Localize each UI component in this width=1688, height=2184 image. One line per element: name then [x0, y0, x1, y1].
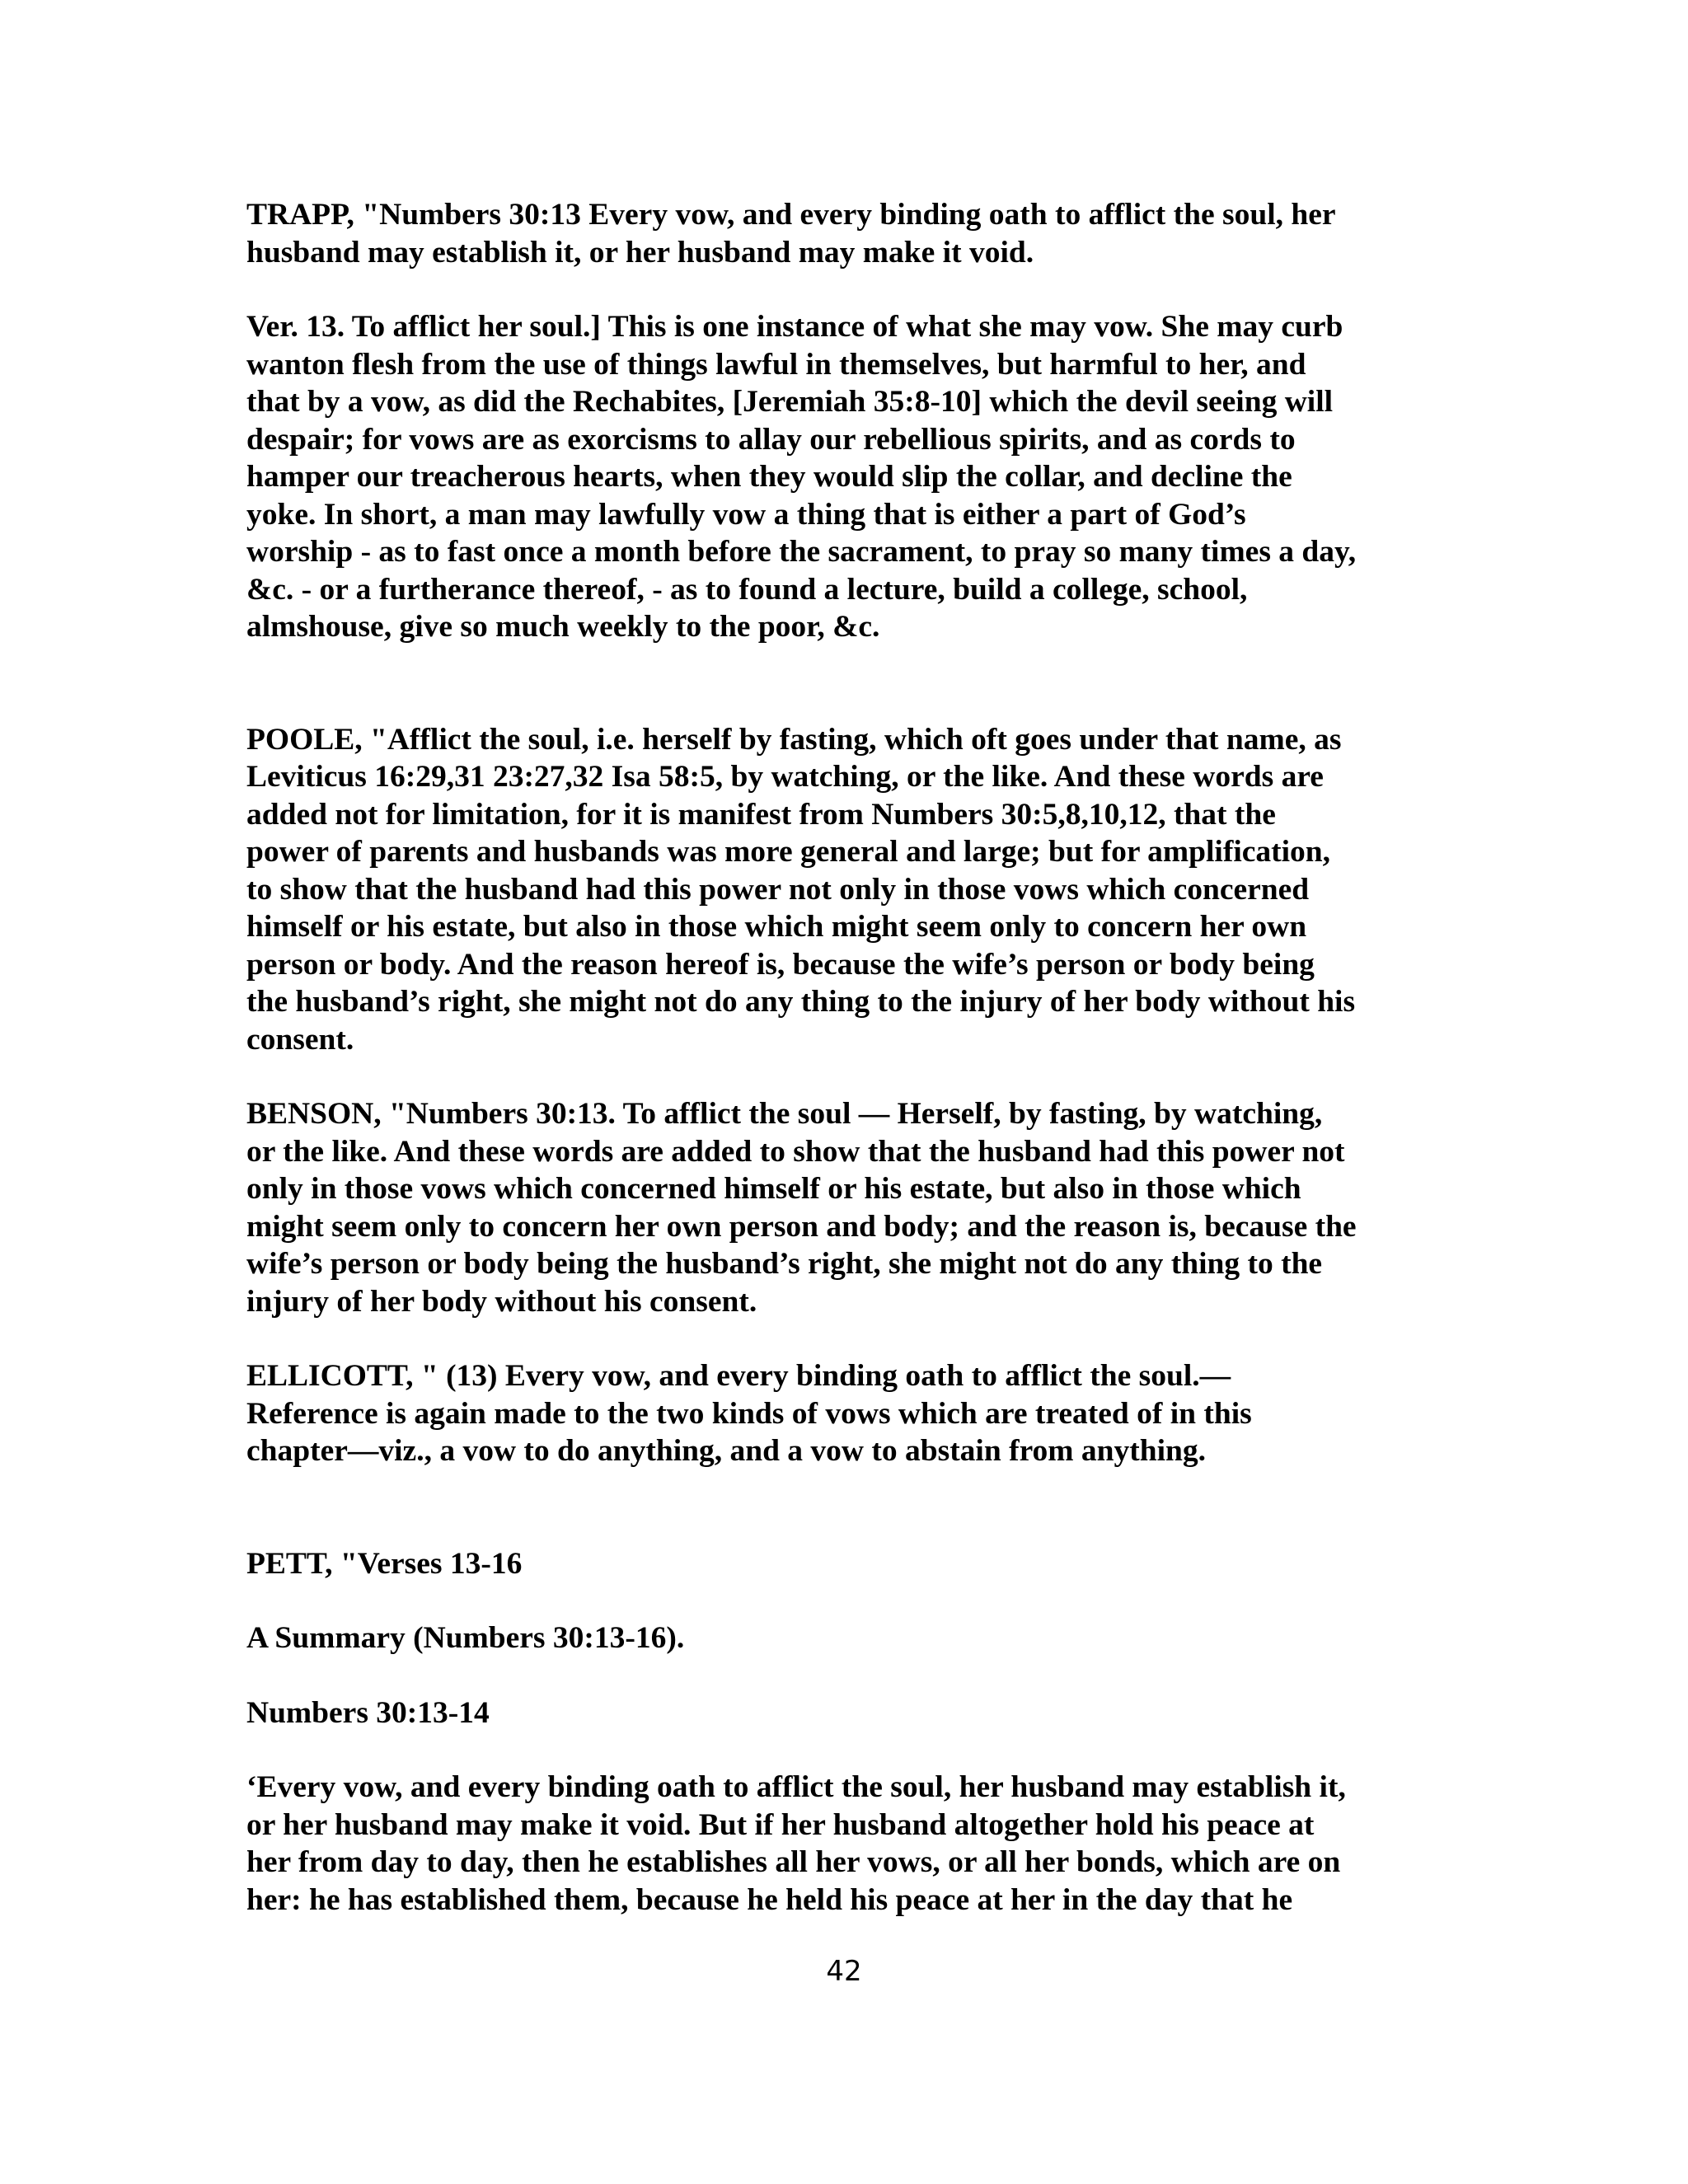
paragraph-spacer: [246, 1470, 1458, 1545]
pett-heading: PETT, "Verses 13-16: [246, 1546, 523, 1581]
paragraph-spacer: [246, 1058, 1458, 1095]
paragraph-spacer: [246, 1657, 1458, 1694]
paragraph-spacer: [246, 1320, 1458, 1357]
paragraph-spacer: [246, 646, 1458, 721]
benson-commentary-paragraph: BENSON, "Numbers 30:13. To afflict the soul — Herself, by fasting, by watching, or the like. And these words are added to show that the husband had this power not only in those vows which concerned himself or his estate, but also in those which might seem only to concern her own person and body; and the reason is, because the wife’s person or body being the husband’s right, she might not do any thing to the injury of her body without his consent.: [246, 1097, 1357, 1319]
summary-heading: A Summary (Numbers 30:13-16).: [246, 1621, 685, 1655]
paragraph-spacer: [246, 271, 1458, 308]
poole-commentary-paragraph: POOLE, "Afflict the soul, i.e. herself by fasting, which oft goes under that name, as Leviticus 16:29,31 23:27,32 Isa 58:5, by watching, or the like. And these words are added not for limitation, for it is manifest from Numbers 30:5,8,10,12, that the power of parents and husbands was more general and large; but for amplification, to show that the husband had this power not only in those vows which concerned himself or his estate, but also in those which might seem only to concern her own person or body. And the reason hereof is, because the wife’s person or body being the husband’s right, she might not do any thing to the injury of her body without his consent.: [246, 722, 1356, 1057]
trapp-heading-paragraph: TRAPP, "Numbers 30:13 Every vow, and every binding oath to afflict the soul, her husband may establish it, or her husband may make it void.: [246, 198, 1336, 269]
verse-reference-heading: Numbers 30:13-14: [246, 1695, 490, 1730]
paragraph-spacer: [246, 1732, 1458, 1769]
ellicott-commentary-paragraph: ELLICOTT, " (13) Every vow, and every binding oath to afflict the soul.— Reference is again made to the two kinds of vows which are treated of in this chapter—viz., a vow to do anything, and a vow to abstain from anything.: [246, 1359, 1252, 1468]
page-number: 42: [826, 1955, 862, 1988]
scripture-quote-paragraph: ‘Every vow, and every binding oath to afflict the soul, her husband may establish it, or her husband may make it void. But if her husband altogether hold his peace at her from day to day, then he establishes all her vows, or all her bonds, which are on her: he has established them, because he held his peace at her in the day that he: [246, 1770, 1346, 1917]
page-body: [246, 196, 1458, 1919]
trapp-commentary-paragraph: Ver. 13. To afflict her soul.] This is one instance of what she may vow. She may curb wanton flesh from the use of things lawful in themselves, but harmful to her, and that by a vow, as did the Rechabites, [Jeremiah 35:8-10] which the devil seeing will despair; for vows are as exorcisms to allay our rebellious spirits, and as cords to hamper our treacherous hearts, when they would slip the collar, and decline the yoke. In short, a man may lawfully vow a thing that is either a part of God’s worship - as to fast once a month before the sacrament, to pray so many times a day, &c. - or a furtherance thereof, - as to found a lecture, build a college, school, almshouse, give so much weekly to the poor, &c.: [246, 310, 1357, 644]
paragraph-spacer: [246, 1582, 1458, 1619]
